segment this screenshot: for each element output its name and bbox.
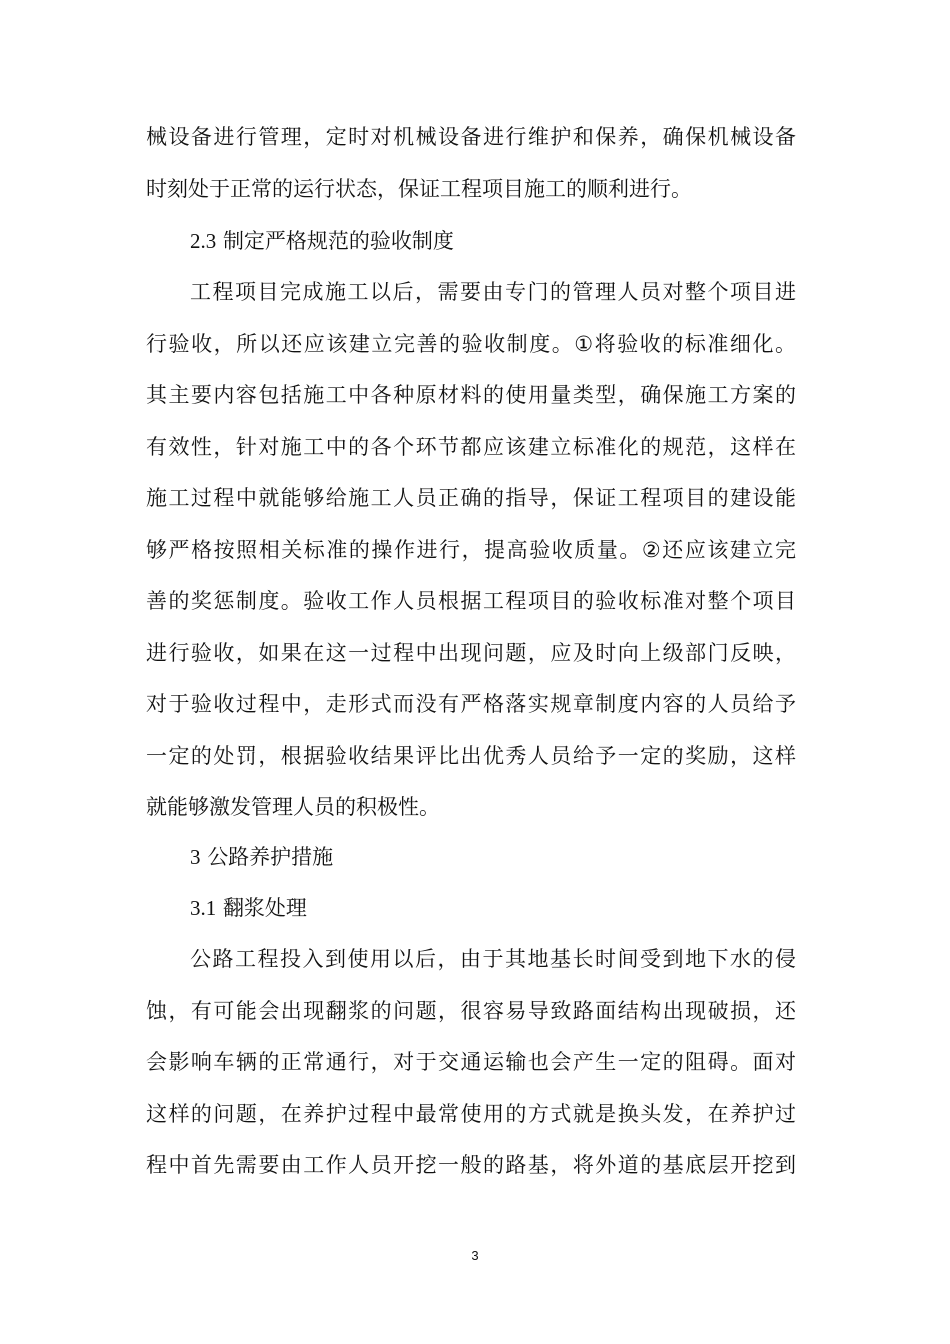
section-heading-3-1 [190, 893, 307, 923]
paragraph-line: 进行验收，如果在这一过程中出现问题，应及时向上级部门反映， [146, 641, 796, 665]
paragraph-line: 这样的问题，在养护过程中最常使用的方式就是换头发，在养护过 [146, 1102, 796, 1126]
section-number: 3.1 [190, 896, 217, 920]
paragraph-line: 行验收，所以还应该建立完善的验收制度。①将验收的标准细化。 [146, 332, 796, 356]
paragraph-line: 一定的处罚，根据验收结果评比出优秀人员给予一定的奖励，这样 [146, 744, 796, 768]
paragraph-line: 善的奖惩制度。验收工作人员根据工程项目的验收标准对整个项目 [146, 589, 796, 613]
paragraph-line: 程中首先需要由工作人员开挖一般的路基，将外道的基底层开挖到 [146, 1153, 796, 1177]
paragraph-line: 施工过程中就能够给施工人员正确的指导，保证工程项目的建设能 [146, 486, 796, 510]
section-heading-2-3 [190, 226, 454, 256]
paragraph-line: 其主要内容包括施工中各种原材料的使用量类型，确保施工方案的 [146, 383, 796, 407]
section-title: 制定严格规范的验收制度 [222, 229, 454, 253]
page-number: 3 [471, 1248, 479, 1263]
paragraph-line: 会影响车辆的正常通行，对于交通运输也会产生一定的阻碍。面对 [146, 1050, 796, 1074]
paragraph-line: 够严格按照相关标准的操作进行，提高验收质量。②还应该建立完 [146, 538, 796, 562]
section-title: 公路养护措施 [207, 845, 334, 869]
section-heading-3 [190, 842, 333, 872]
section-number: 3 [190, 845, 201, 869]
paragraph-line: 蚀，有可能会出现翻浆的问题，很容易导致路面结构出现破损，还 [146, 999, 796, 1023]
paragraph-line: 有效性，针对施工中的各个环节都应该建立标准化的规范，这样在 [146, 435, 796, 459]
paragraph-line: 公路工程投入到使用以后，由于其地基长时间受到地下水的侵 [190, 947, 796, 971]
paragraph-line: 械设备进行管理，定时对机械设备进行维护和保养，确保机械设备 [146, 125, 796, 149]
section-title: 翻浆处理 [222, 896, 307, 920]
section-number: 2.3 [190, 229, 217, 253]
paragraph-line: 工程项目完成施工以后，需要由专门的管理人员对整个项目进 [190, 280, 796, 304]
paragraph-line: 时刻处于正常的运行状态，保证工程项目施工的顺利进行。 [146, 177, 692, 201]
paragraph-line: 对于验收过程中，走形式而没有严格落实规章制度内容的人员给予 [146, 692, 796, 716]
paragraph-line: 就能够激发管理人员的积极性。 [146, 795, 440, 819]
